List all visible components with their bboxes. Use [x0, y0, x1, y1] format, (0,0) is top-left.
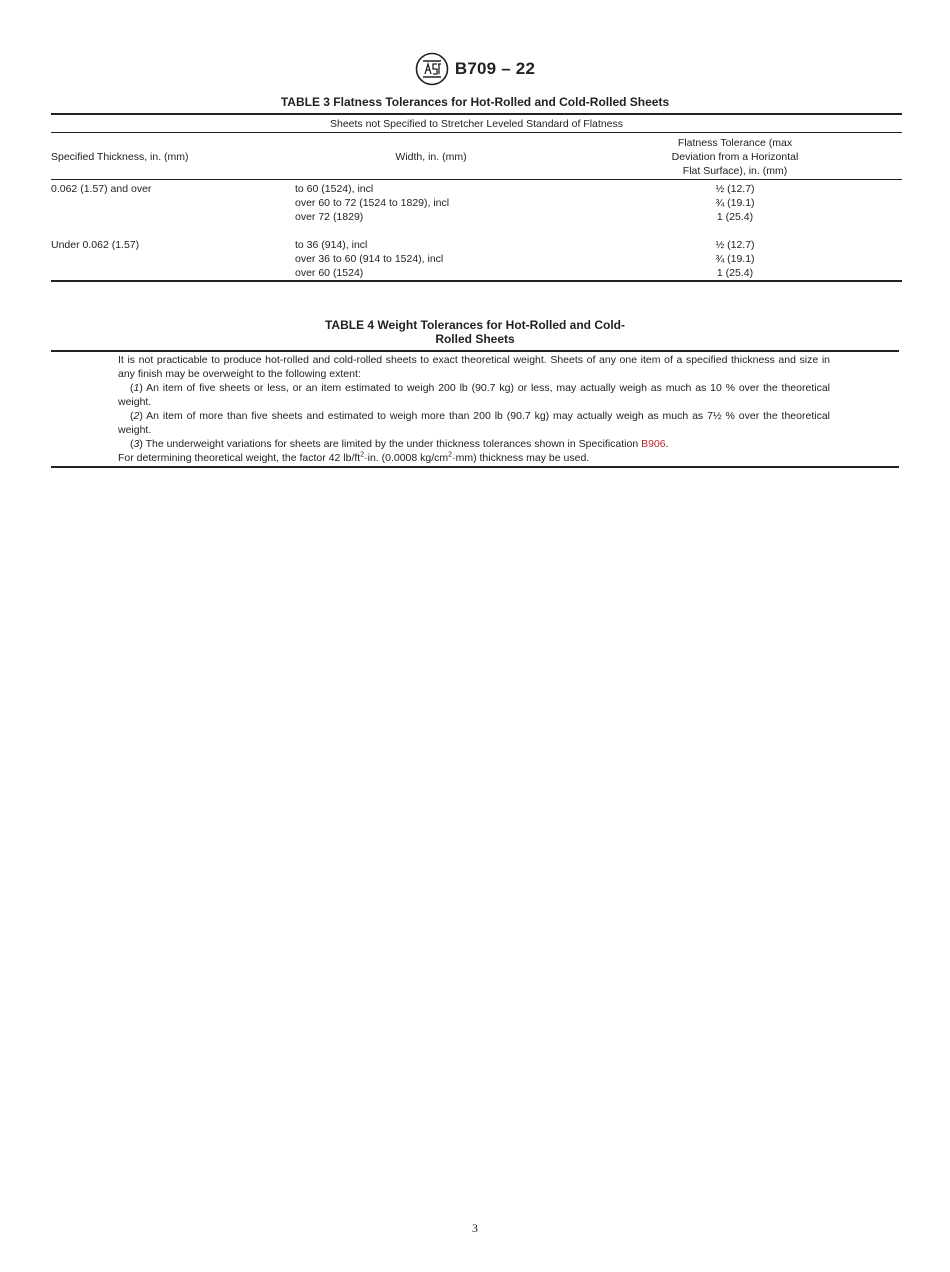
table4-body [118, 353, 830, 465]
footer-sup2: 2 [448, 451, 453, 459]
table3-col-tolerance [635, 136, 835, 178]
item-number: 2 [133, 410, 140, 422]
table3-tolerance-cell: ¾ (19.1) [715, 253, 755, 265]
table3-width-cell: over 36 to 60 (914 to 1524), incl [295, 253, 444, 265]
footer-sup1: 2 [360, 451, 365, 459]
table3-width-cell: to 60 (1524), incl [295, 183, 374, 195]
table3-tolerance-cell: 1 (25.4) [716, 267, 754, 279]
specification-link[interactable]: B906 [641, 438, 666, 450]
table3-tolerance-cell: ¾ (19.1) [715, 197, 755, 209]
item-number: 3 [133, 438, 140, 450]
tolerance-header-line3: Flat Surface), in. (mm) [682, 165, 788, 177]
table4-title [0, 318, 950, 346]
table3-thickness-cell: 0.062 (1.57) and over [51, 183, 152, 195]
page-header [0, 52, 950, 91]
table3-col-width: Width, in. (mm) [395, 151, 467, 163]
table3-title: TABLE 3 Flatness Tolerances for Hot-Rolled and Cold-Rolled Sheets [280, 95, 670, 109]
table3-thickness-cell: Under 0.062 (1.57) [51, 239, 140, 251]
item-punctuation: . [665, 438, 669, 450]
page-number: 3 [472, 1221, 478, 1235]
item-text: An item of more than five sheets and estimated to weigh more than 200 lb (90.7 kg) may actually weigh as much as 7½ % over the theoretical weight. [118, 410, 830, 436]
item-number: 1 [133, 382, 140, 394]
footer-part2: ·in. (0.0008 kg/cm [364, 452, 449, 464]
document-id: B709 – 22 [454, 59, 536, 78]
table3-tolerance-cell: ½ (12.7) [715, 239, 755, 251]
item-text: The underweight variations for sheets are limited by the under thickness tolerances shown in Specification [145, 438, 639, 450]
astm-logo-icon [415, 52, 449, 86]
table3-header-rule [51, 179, 902, 180]
table4-top-rule [51, 350, 899, 352]
table3-tolerance-cell: ½ (12.7) [715, 183, 755, 195]
table4-title-line1: TABLE 4 Weight Tolerances for Hot-Rolled and Cold- [324, 318, 625, 332]
table3-width-cell: over 60 (1524) [295, 267, 364, 279]
tolerance-header-line2: Deviation from a Horizontal [671, 151, 799, 163]
table3-width-cell: over 72 (1829) [295, 211, 364, 223]
item-text: An item of five sheets or less, or an item estimated to weigh 200 lb (90.7 kg) or less, may actually weigh as much as 10 % over the theoretical weight. [118, 382, 830, 408]
tolerance-header-line1: Flatness Tolerance (max [677, 137, 793, 149]
table4-item: (1) An item of five sheets or less, or an item estimated to weigh 200 lb (90.7 kg) or less, may actually weigh as much as 10 % over the theoretical weight. [118, 382, 830, 408]
table3-span-rule [51, 132, 902, 133]
table3-bottom-rule [51, 280, 902, 282]
table4-item: (3) The underweight variations for sheets are limited by the under thickness tolerances shown in Specification B906. [130, 438, 669, 450]
table4-intro: It is not practicable to produce hot-rolled and cold-rolled sheets to exact theoretical weight. Sheets of any one item of a specified thickness and size in any finish may be overweight to the following extent: [118, 354, 830, 380]
table4-bottom-rule [51, 466, 899, 468]
footer-part1: For determining theoretical weight, the factor 42 lb/ft [118, 452, 361, 464]
table3-span-header: Sheets not Specified to Stretcher Leveled Standard of Flatness [329, 118, 623, 130]
table3-width-cell: over 60 to 72 (1524 to 1829), incl [295, 197, 450, 209]
table4-item: (2) An item of more than five sheets and estimated to weigh more than 200 lb (90.7 kg) may actually weigh as much as 7½ % over the theoretical weight. [118, 410, 830, 436]
table3-col-thickness: Specified Thickness, in. (mm) [51, 151, 189, 163]
table4-title-line2: Rolled Sheets [435, 332, 515, 346]
table3-top-rule [51, 113, 902, 115]
footer-part3: ·mm) thickness may be used. [452, 452, 590, 464]
table3-width-cell: to 36 (914), incl [295, 239, 368, 251]
table4-footer [118, 451, 830, 465]
table3-tolerance-cell: 1 (25.4) [716, 211, 754, 223]
